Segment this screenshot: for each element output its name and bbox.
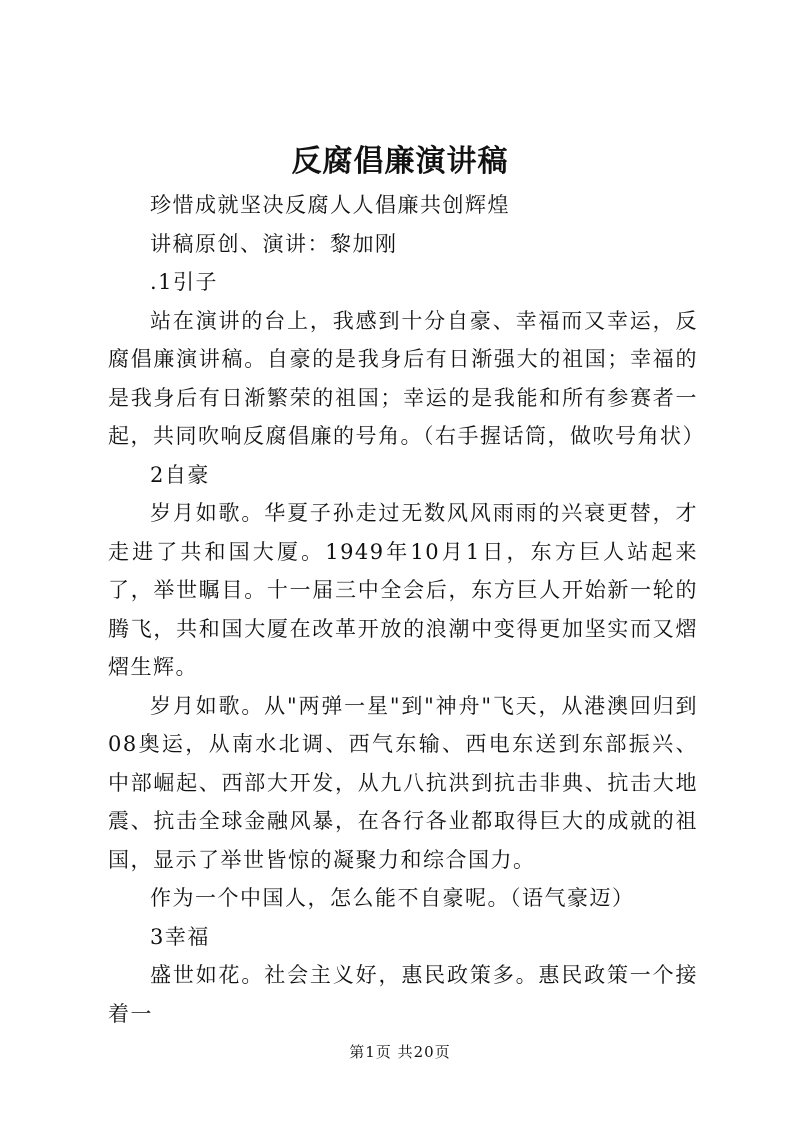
section-heading-pride: 2自豪 bbox=[150, 462, 210, 487]
body-paragraph: 盛世如花。社会主义好，惠民政策多。惠民政策一个接着一 bbox=[108, 963, 698, 1026]
body-paragraph: 作为一个中国人，怎么能不自豪呢。（语气豪迈） bbox=[150, 886, 635, 910]
subtitle-paragraph: 珍惜成就坚决反腐人人倡廉共创辉煌 bbox=[150, 193, 510, 217]
author-line: 讲稿原创、演讲：黎加刚 bbox=[150, 231, 398, 256]
body-paragraph: 岁月如歌。从"两弹一星"到"神舟"飞天，从港澳回归到08奥运，从南水北调、西气东输、西电东送到东部振兴、中部崛起、西部大开发，从九八抗洪到抗击非典、抗击大地震、抗击全球金融风暴，在各行各业都取得巨大的成就的祖国，显示了举世皆惊的凝聚力和综合国力。 bbox=[108, 693, 698, 872]
page-number-footer: 第1页 共20页 bbox=[349, 1043, 451, 1061]
body-paragraph: 岁月如歌。华夏子孙走过无数风风雨雨的兴衰更替，才走进了共和国大厦。1949年10月1日，东方巨人站起来了，举世瞩目。十一届三中全会后，东方巨人开始新一轮的腾飞，共和国大厦在改革开放的浪潮中变得更加坚实而又熠熠生辉。 bbox=[108, 501, 698, 679]
body-paragraph: 站在演讲的台上，我感到十分自豪、幸福而又幸运，反腐倡廉演讲稿。自豪的是我身后有日渐强大的祖国；幸福的是我身后有日渐繁荣的祖国；幸运的是我能和所有参赛者一起，共同吹响反腐倡廉的号角。（右手握话筒，做吹号角状） bbox=[108, 308, 705, 448]
section-heading-happiness: 3幸福 bbox=[150, 924, 210, 949]
section-heading-intro: .1引子 bbox=[150, 270, 219, 294]
document-body bbox=[108, 186, 705, 1033]
document-title: 反腐倡廉演讲稿 bbox=[291, 144, 509, 179]
